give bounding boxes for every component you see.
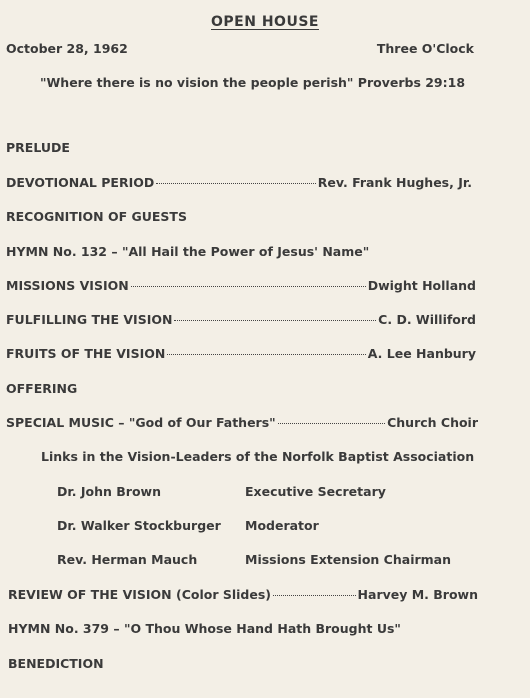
prelude-item: PRELUDE bbox=[6, 140, 70, 155]
event-time: Three O'Clock bbox=[376, 41, 474, 56]
devotional-person: Rev. Frank Hughes, Jr. bbox=[317, 175, 472, 190]
fruits-row bbox=[6, 346, 476, 361]
fulfilling-row bbox=[6, 312, 476, 327]
fulfilling-person: C. D. Williford bbox=[378, 312, 476, 327]
hymn-379: HYMN No. 379 – "O Thou Whose Hand Hath Brought Us" bbox=[8, 621, 401, 636]
leader-dots bbox=[156, 183, 316, 184]
event-date: October 28, 1962 bbox=[6, 41, 128, 56]
hymn-132: HYMN No. 132 – "All Hail the Power of Jesus' Name" bbox=[6, 244, 370, 259]
fruits-person: A. Lee Hanbury bbox=[367, 346, 476, 361]
leader-dots bbox=[278, 423, 385, 424]
special-music-person: Church Choir bbox=[387, 415, 478, 430]
leader-dots bbox=[167, 354, 365, 355]
leader-name: Dr. Walker Stockburger bbox=[57, 518, 221, 533]
leader-name: Dr. John Brown bbox=[57, 484, 161, 499]
leader-role: Executive Secretary bbox=[245, 484, 386, 499]
devotional-row bbox=[6, 175, 472, 190]
page-title: OPEN HOUSE bbox=[211, 14, 319, 30]
missions-row bbox=[6, 278, 476, 293]
benediction-item: BENEDICTION bbox=[8, 656, 104, 671]
fulfilling-label: FULFILLING THE VISION bbox=[6, 312, 173, 327]
recognition-item: RECOGNITION OF GUESTS bbox=[6, 209, 187, 224]
special-music-label: SPECIAL MUSIC – "God of Our Fathers" bbox=[6, 415, 276, 430]
leader-dots bbox=[174, 320, 376, 321]
fruits-label: FRUITS OF THE VISION bbox=[6, 346, 166, 361]
leader-name: Rev. Herman Mauch bbox=[57, 552, 198, 567]
scripture-quote: "Where there is no vision the people perish" Proverbs 29:18 bbox=[40, 75, 466, 90]
missions-person: Dwight Holland bbox=[367, 278, 476, 293]
leader-dots bbox=[273, 595, 356, 596]
review-person: Harvey M. Brown bbox=[357, 587, 478, 602]
devotional-label: DEVOTIONAL PERIOD bbox=[6, 175, 155, 190]
offering-item: OFFERING bbox=[6, 381, 78, 396]
links-heading: Links in the Vision-Leaders of the Norfolk Baptist Association bbox=[41, 449, 475, 464]
review-row bbox=[8, 587, 478, 602]
review-label: REVIEW OF THE VISION (Color Slides) bbox=[8, 587, 271, 602]
leader-role: Missions Extension Chairman bbox=[245, 552, 451, 567]
leader-role: Moderator bbox=[245, 518, 319, 533]
leader-dots bbox=[131, 286, 366, 287]
special-music-row bbox=[6, 415, 478, 430]
missions-label: MISSIONS VISION bbox=[6, 278, 129, 293]
